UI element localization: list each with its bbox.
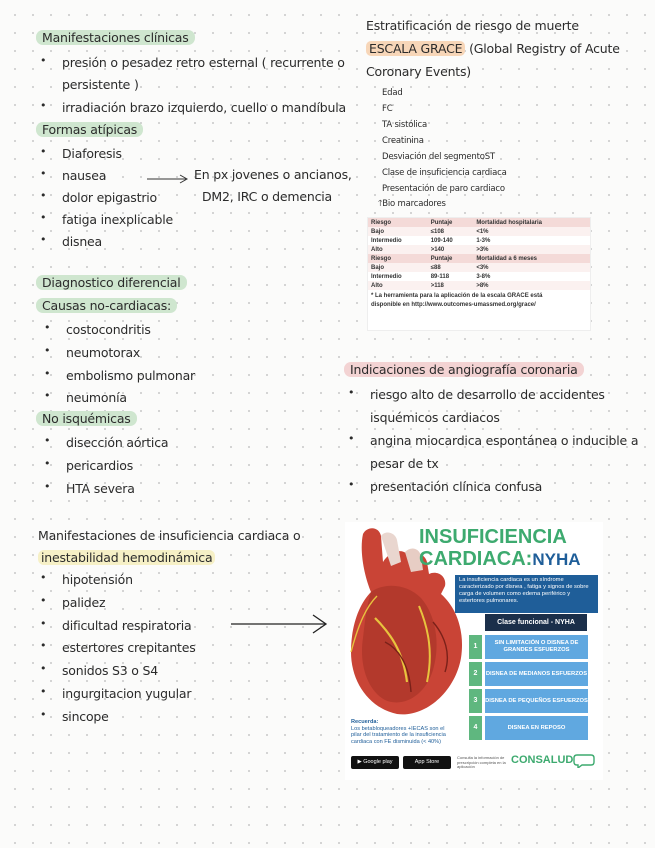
grace-scale-line2: Coronary Events) (366, 64, 471, 79)
grace-note-line2: disponible en http://www.outcomes-umassmed.org/grace/ (371, 302, 536, 308)
noncardiac-item-3: embolismo pulmonar (66, 368, 195, 383)
class-label: DISNEA EN REPOSO (485, 716, 588, 740)
infographic-title2: CARDIACA:NYHA (419, 548, 581, 570)
table-cell: Intermedio (371, 273, 402, 280)
table-header-cell: Mortalidad hospitalaria (473, 218, 590, 227)
hf-item-6: ingurgitacion yugular (62, 686, 192, 701)
atypical-note-line2: DM2, IRC o demencia (202, 189, 333, 204)
table-header-cell: Puntaje (428, 218, 474, 227)
table-cell: <3% (473, 263, 590, 272)
differential-title: Diagnostico diferencial (36, 275, 187, 290)
heart-failure-title-line1: Manifestaciones de insuficiencia cardiaca o (38, 528, 301, 543)
table-cell: Intermedio (371, 237, 402, 244)
atypical-item-3: dolor epigastrio (62, 190, 157, 205)
nyha-class-2 (469, 662, 588, 686)
angio-line-5: presentación clínica confusa (370, 479, 543, 494)
bullet: • (348, 386, 355, 399)
table-cell: <1% (473, 227, 590, 236)
atypical-item-4: fatiga inexplicable (62, 212, 173, 227)
noncardiac-item-4: neumonía (66, 390, 127, 405)
bullet: • (40, 99, 47, 112)
infographic-description: La insuficiencia cardiaca es un síndrome caracterizado por disnea , fatiga y signos de sobre carga de volumen como edema periférico y estertores pulmonares. (455, 575, 598, 613)
bullet: • (40, 662, 47, 675)
heart-failure-title-line2: inestabilidad hemodinámica (38, 550, 215, 565)
bullet: • (44, 344, 51, 357)
table-cell: 1-3% (476, 237, 491, 244)
bullet: • (44, 457, 51, 470)
table-cell: >118 (428, 281, 474, 290)
table-cell: >140 (428, 245, 474, 254)
bullet: • (40, 617, 47, 630)
up-arrow-icon: 🡑 (378, 199, 383, 209)
bullet: • (44, 480, 51, 493)
table-header-cell: Riesgo (368, 254, 428, 263)
hf-item-2: palidez (62, 595, 106, 610)
class-label: DISNEA DE PEQUEÑOS ESFUERZOS (485, 689, 588, 713)
noncardiac-item-2: neumotorax (66, 345, 141, 360)
table-row (368, 272, 590, 281)
grace-var-6: Clase de insuficiencia cardiaca (382, 168, 507, 178)
table-row (368, 236, 590, 245)
hf-item-4: estertores crepitantes (62, 640, 196, 655)
bullet: • (44, 434, 51, 447)
table-cell: Alto (368, 281, 428, 290)
class-number: 2 (469, 662, 482, 686)
class-label: SIN LIMITACIÓN O DISNEA DE GRANDES ESFUERZOS (485, 635, 588, 659)
grace-var-5: Desviación del segmentoST (382, 152, 495, 162)
table-row (368, 245, 590, 254)
hf-item-1: hipotensión (62, 572, 133, 587)
table-cell: 3-8% (476, 273, 491, 280)
bullet: • (348, 432, 355, 445)
table-header-cell: Mortalidad a 6 meses (473, 254, 590, 263)
remember-text: Los betabloqueadores +IECAS son el pilar del tratamiento de la insuficiencia cardiaca con FE disminuida (< 40%) (351, 725, 446, 745)
grace-var-1: Edad (382, 88, 403, 98)
grace-var-7: Presentación de paro cardiaco (382, 184, 505, 194)
table-header-cell: Puntaje (428, 254, 474, 263)
table-cell: Bajo (368, 227, 428, 236)
class-number: 1 (469, 635, 482, 659)
grace-note (368, 290, 590, 312)
class-label: DISNEA DE MEDIANOS ESFUERZOS (485, 662, 588, 686)
app-store-badge[interactable]: App Store (403, 756, 451, 769)
arrow-right-icon (146, 172, 190, 186)
clinical-title: Manifestaciones clínicas (36, 30, 195, 45)
bullet: • (44, 367, 51, 380)
noncardiac-item-1: costocondritis (66, 322, 151, 337)
class-header: Clase funcional - NYHA (485, 614, 587, 631)
table-row (368, 281, 590, 290)
angio-line-2: isquémicos cardiacos (370, 410, 500, 425)
nonischemic-title: No isquémicas (36, 411, 137, 426)
nonischemic-item-1: disección aórtica (66, 435, 169, 450)
atypical-item-2: nausea (62, 168, 107, 183)
table-row (368, 227, 590, 236)
table-cell: ≤108 (428, 227, 474, 236)
bullet: • (40, 167, 47, 180)
nonischemic-item-3: HTA severa (66, 481, 135, 496)
hf-item-5: sonidos S3 o S4 (62, 663, 158, 678)
table-cell: 109-140 (430, 237, 453, 244)
table-header-row (368, 218, 590, 227)
table-cell: Alto (368, 245, 428, 254)
angio-line-4: pesar de tx (370, 456, 439, 471)
nyha-infographic (345, 522, 603, 780)
table-cell: 89-118 (430, 273, 450, 280)
class-number: 4 (469, 716, 482, 740)
remember-title: Recuerda: (351, 719, 379, 725)
table-cell: Bajo (368, 263, 428, 272)
class-number: 3 (469, 689, 482, 713)
bullet: • (40, 571, 47, 584)
nyha-class-3 (469, 689, 588, 713)
atypical-title: Formas atípicas (36, 122, 143, 137)
nyha-class-4 (469, 716, 588, 740)
grace-scale: ESCALA GRACE (Global Registry of Acute (366, 41, 620, 56)
bullet: • (40, 54, 47, 67)
grace-var-2: FC (382, 104, 393, 114)
grace-table (367, 217, 591, 331)
nyha-class-1 (469, 635, 588, 659)
grace-title: Estratificación de riesgo de muerte (366, 18, 579, 33)
bullet: • (40, 708, 47, 721)
small-print: Consulta la información de prescripción completa en la aplicación (457, 755, 506, 770)
bullet: • (40, 594, 47, 607)
atypical-item-1: Diaforesis (62, 146, 122, 161)
bullet: • (40, 189, 47, 202)
table-cell: >3% (473, 245, 590, 254)
arrow-right-icon (230, 612, 330, 636)
bullet: • (40, 145, 47, 158)
grace-note-line1: * La herramienta para la aplicación de la escala GRACE está (371, 293, 543, 299)
bullet: • (44, 389, 51, 402)
angio-line-1: riesgo alto de desarrollo de accidentes (370, 387, 605, 402)
angiography-title: Indicaciones de angiografía coronaria (344, 362, 584, 377)
table-cell: >8% (473, 281, 590, 290)
table-cell: ≤88 (428, 263, 474, 272)
grace-biomarkers: 🡑Bio marcadores (378, 199, 446, 209)
nonischemic-item-2: pericardios (66, 458, 134, 473)
brand-logo: CONSALUD (511, 754, 574, 766)
bullet: • (40, 211, 47, 224)
grace-var-4: Creatinina (382, 136, 424, 146)
bullet: • (40, 233, 47, 246)
speech-bubble-icon (573, 752, 595, 768)
hf-item-3: dificultad respiratoria (62, 618, 192, 633)
bullet: • (40, 685, 47, 698)
noncardiac-title: Causas no-cardiacas: (36, 298, 177, 313)
table-header-cell: Riesgo (368, 218, 428, 227)
table-row (368, 263, 590, 272)
hf-item-7: sincope (62, 709, 109, 724)
bullet: • (348, 478, 355, 491)
remember-note (351, 719, 449, 745)
clinical-item-2: irradiación brazo izquierdo, cuello o mandíbula (62, 100, 346, 115)
angio-line-3: angina miocardica espontánea o inducible a (370, 433, 639, 448)
google-play-badge[interactable]: ▶ Google play (351, 756, 399, 769)
atypical-item-5: disnea (62, 234, 102, 249)
bullet: • (40, 639, 47, 652)
clinical-item-1: presión o pesadez retro esternal ( recurrente o (62, 55, 345, 70)
clinical-item-1-cont: persistente ) (62, 77, 139, 92)
grace-var-3: TA sistólica (382, 120, 428, 130)
table-header-row (368, 254, 590, 263)
bullet: • (44, 321, 51, 334)
infographic-title1: INSUFICIENCIA (419, 526, 567, 548)
atypical-note-line1: En px jovenes o ancianos, (194, 167, 352, 182)
